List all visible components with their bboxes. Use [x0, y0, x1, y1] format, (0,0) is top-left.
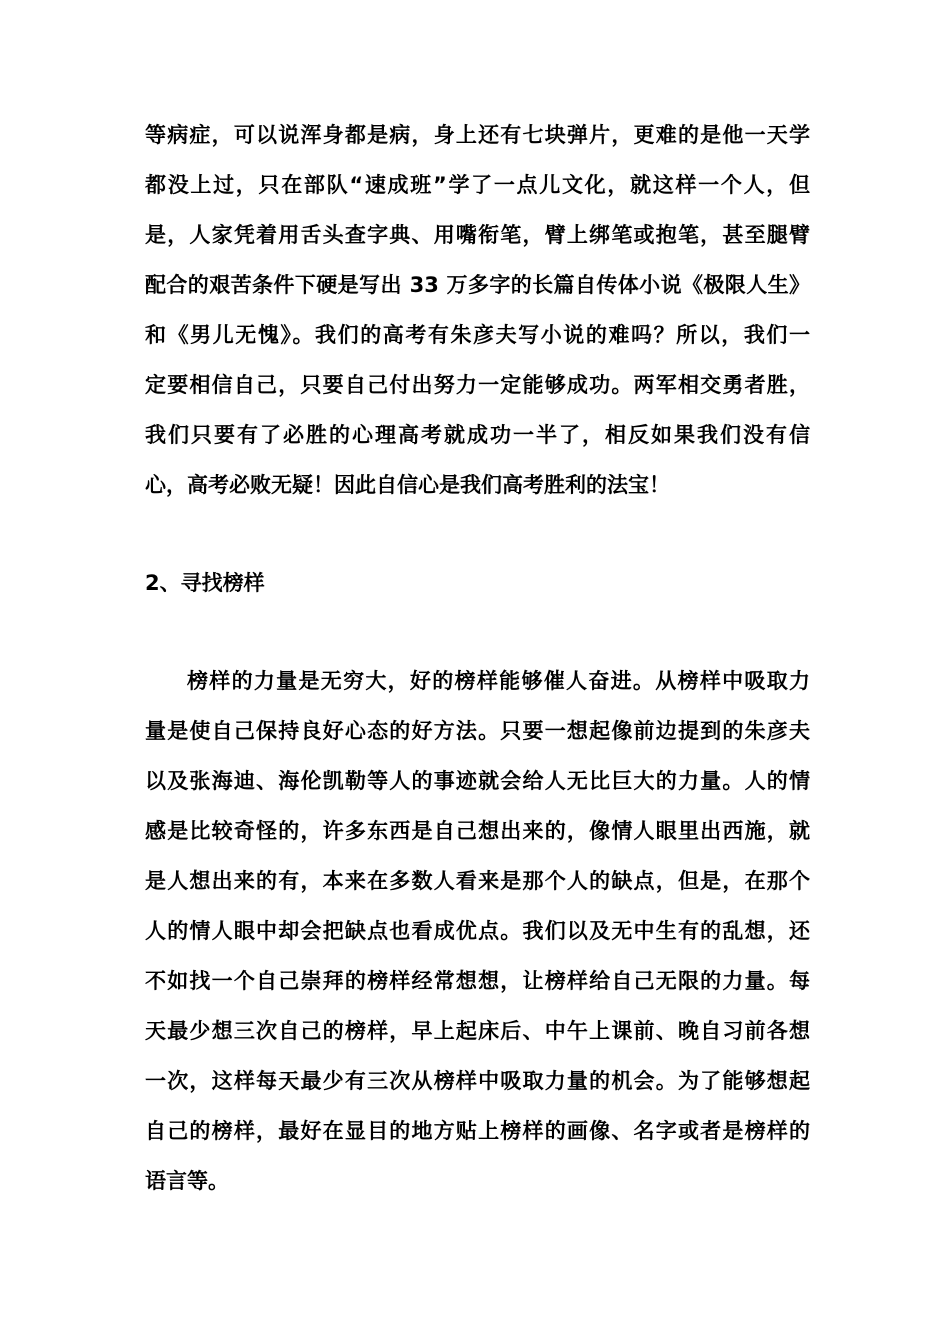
text-line: 是人想出来的有，本来在多数人看来是那个人的缺点，但是，在那个: [145, 869, 810, 893]
text-line: 榜样的力量是无穷大，好的榜样能够催人奋进。从榜样中吸取力: [187, 669, 810, 693]
text-line: 人的情人眼中却会把缺点也看成优点。我们以及无中生有的乱想，还: [145, 919, 810, 943]
document-body: [145, 110, 810, 1206]
paragraph-role-model: [145, 656, 810, 1206]
text-line: 感是比较奇怪的，许多东西是自己想出来的，像情人眼里出西施，就: [145, 819, 810, 843]
text-line: 语言等。: [145, 1169, 229, 1193]
text-line: 定要相信自己，只要自己付出努力一定能够成功。两军相交勇者胜，: [145, 373, 810, 397]
text-line: 量是使自己保持良好心态的好方法。只要一想起像前边提到的朱彦夫: [145, 719, 810, 743]
paragraph-confidence: [145, 110, 810, 510]
text-line: 配合的艰苦条件下硬是写出 33 万多字的长篇自传体小说《极限人生》: [145, 273, 810, 297]
text-line: 都没上过，只在部队“速成班”学了一点儿文化，就这样一个人，但: [145, 173, 810, 197]
text-line: 天最少想三次自己的榜样，早上起床后、中午上课前、晚自习前各想: [145, 1019, 810, 1043]
text-line: 等病症，可以说浑身都是病，身上还有七块弹片，更难的是他一天学: [145, 123, 810, 147]
paragraph-spacer: [145, 510, 810, 558]
paragraph-spacer: [145, 608, 810, 656]
text-line: 是，人家凭着用舌头查字典、用嘴衔笔，臂上绑笔或抱笔，甚至腿臂: [145, 223, 810, 247]
text-line: 自己的榜样，最好在显目的地方贴上榜样的画像、名字或者是榜样的: [145, 1119, 810, 1143]
text-line: 心，高考必败无疑！因此自信心是我们高考胜利的法宝！: [145, 473, 670, 497]
text-line: 以及张海迪、海伦凯勒等人的事迹就会给人无比巨大的力量。人的情: [145, 769, 810, 793]
text-line: 不如找一个自己崇拜的榜样经常想想，让榜样给自己无限的力量。每: [145, 969, 810, 993]
text-line: 一次，这样每天最少有三次从榜样中吸取力量的机会。为了能够想起: [145, 1069, 810, 1093]
text-line: 和《男儿无愧》。我们的高考有朱彦夫写小说的难吗？所以，我们一: [145, 323, 810, 347]
text-line: 我们只要有了必胜的心理高考就成功一半了，相反如果我们没有信: [145, 423, 810, 447]
section-heading: 2、寻找榜样: [145, 571, 265, 595]
